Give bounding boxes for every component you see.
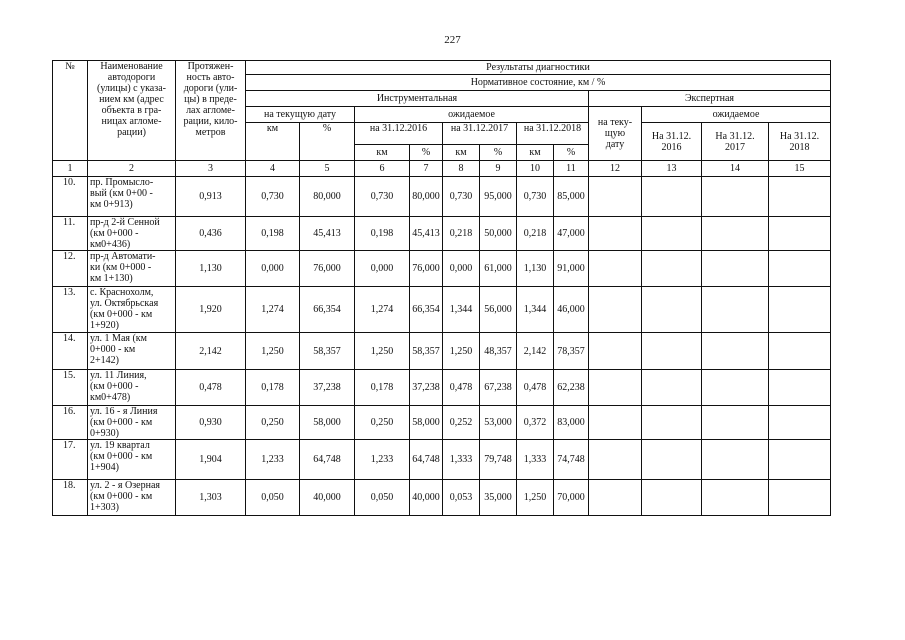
road-name: пр. Промысло- вый (км 0+00 - км 0+913) bbox=[88, 177, 176, 217]
empty-cell bbox=[702, 333, 769, 370]
header-km: км bbox=[355, 145, 410, 161]
value-cell: 0,730 bbox=[443, 177, 480, 217]
value-cell: 64,748 bbox=[300, 440, 355, 480]
value-cell: 1,333 bbox=[517, 440, 554, 480]
value-cell: 37,238 bbox=[300, 370, 355, 406]
value-cell: 0,050 bbox=[246, 480, 300, 516]
column-number: 2 bbox=[88, 161, 176, 177]
empty-cell bbox=[702, 217, 769, 251]
value-cell: 0,478 bbox=[517, 370, 554, 406]
empty-cell bbox=[769, 440, 831, 480]
empty-cell bbox=[589, 370, 642, 406]
value-cell: 91,000 bbox=[554, 251, 589, 287]
road-name: ул. 11 Линия, (км 0+000 - км0+478) bbox=[88, 370, 176, 406]
empty-cell bbox=[702, 406, 769, 440]
header-km: км bbox=[517, 145, 554, 161]
empty-cell bbox=[642, 177, 702, 217]
header-date-2016: на 31.12.2016 bbox=[355, 123, 443, 145]
table-row bbox=[53, 480, 831, 516]
header-pct: % bbox=[554, 145, 589, 161]
row-number: 10. bbox=[53, 177, 88, 217]
empty-cell bbox=[642, 406, 702, 440]
value-cell: 1,250 bbox=[246, 333, 300, 370]
column-number: 15 bbox=[769, 161, 831, 177]
road-name: ул. 16 - я Линия (км 0+000 - км 0+930) bbox=[88, 406, 176, 440]
row-number: 16. bbox=[53, 406, 88, 440]
road-length: 1,920 bbox=[176, 287, 246, 333]
row-number: 13. bbox=[53, 287, 88, 333]
value-cell: 0,000 bbox=[246, 251, 300, 287]
column-number: 9 bbox=[480, 161, 517, 177]
value-cell: 66,354 bbox=[300, 287, 355, 333]
value-cell: 70,000 bbox=[554, 480, 589, 516]
header-km: км bbox=[246, 123, 300, 161]
value-cell: 40,000 bbox=[410, 480, 443, 516]
empty-cell bbox=[769, 217, 831, 251]
value-cell: 58,357 bbox=[410, 333, 443, 370]
empty-cell bbox=[702, 251, 769, 287]
header-pct: % bbox=[300, 123, 355, 161]
header-expert: Экспертная bbox=[589, 91, 831, 107]
value-cell: 0,730 bbox=[517, 177, 554, 217]
value-cell: 2,142 bbox=[517, 333, 554, 370]
value-cell: 1,344 bbox=[443, 287, 480, 333]
page-number: 227 bbox=[444, 34, 461, 46]
header-date-2017: на 31.12.2017 bbox=[443, 123, 517, 145]
header-pct: % bbox=[480, 145, 517, 161]
table-row bbox=[53, 333, 831, 370]
value-cell: 0,053 bbox=[443, 480, 480, 516]
value-cell: 76,000 bbox=[410, 251, 443, 287]
empty-cell bbox=[589, 440, 642, 480]
value-cell: 0,372 bbox=[517, 406, 554, 440]
value-cell: 62,238 bbox=[554, 370, 589, 406]
empty-cell bbox=[642, 251, 702, 287]
table-row bbox=[53, 287, 831, 333]
value-cell: 0,198 bbox=[246, 217, 300, 251]
column-number: 3 bbox=[176, 161, 246, 177]
value-cell: 67,238 bbox=[480, 370, 517, 406]
empty-cell bbox=[702, 287, 769, 333]
value-cell: 0,250 bbox=[355, 406, 410, 440]
empty-cell bbox=[589, 333, 642, 370]
value-cell: 48,357 bbox=[480, 333, 517, 370]
value-cell: 46,000 bbox=[554, 287, 589, 333]
value-cell: 35,000 bbox=[480, 480, 517, 516]
value-cell: 0,000 bbox=[443, 251, 480, 287]
value-cell: 1,250 bbox=[443, 333, 480, 370]
table-row bbox=[53, 251, 831, 287]
empty-cell bbox=[642, 440, 702, 480]
value-cell: 1,233 bbox=[355, 440, 410, 480]
empty-cell bbox=[769, 406, 831, 440]
empty-cell bbox=[642, 287, 702, 333]
road-name: ул. 2 - я Озерная (км 0+000 - км 1+303) bbox=[88, 480, 176, 516]
value-cell: 40,000 bbox=[300, 480, 355, 516]
empty-cell bbox=[769, 480, 831, 516]
header-instrumental: Инструментальная bbox=[246, 91, 589, 107]
road-length: 0,930 bbox=[176, 406, 246, 440]
empty-cell bbox=[769, 370, 831, 406]
value-cell: 37,238 bbox=[410, 370, 443, 406]
road-name: ул. 19 квартал (км 0+000 - км 1+904) bbox=[88, 440, 176, 480]
value-cell: 58,000 bbox=[410, 406, 443, 440]
row-number: 17. bbox=[53, 440, 88, 480]
header-expert-2016: На 31.12. 2016 bbox=[642, 123, 702, 161]
column-number: 5 bbox=[300, 161, 355, 177]
value-cell: 1,250 bbox=[517, 480, 554, 516]
column-number: 13 bbox=[642, 161, 702, 177]
value-cell: 74,748 bbox=[554, 440, 589, 480]
value-cell: 95,000 bbox=[480, 177, 517, 217]
empty-cell bbox=[589, 177, 642, 217]
row-number: 12. bbox=[53, 251, 88, 287]
road-length: 1,904 bbox=[176, 440, 246, 480]
value-cell: 0,730 bbox=[246, 177, 300, 217]
empty-cell bbox=[769, 333, 831, 370]
table-row bbox=[53, 406, 831, 440]
table-row bbox=[53, 370, 831, 406]
value-cell: 47,000 bbox=[554, 217, 589, 251]
empty-cell bbox=[642, 480, 702, 516]
empty-cell bbox=[589, 251, 642, 287]
header-expert-2017: На 31.12. 2017 bbox=[702, 123, 769, 161]
value-cell: 78,357 bbox=[554, 333, 589, 370]
empty-cell bbox=[642, 370, 702, 406]
value-cell: 76,000 bbox=[300, 251, 355, 287]
empty-cell bbox=[702, 370, 769, 406]
value-cell: 45,413 bbox=[300, 217, 355, 251]
column-number: 7 bbox=[410, 161, 443, 177]
value-cell: 0,252 bbox=[443, 406, 480, 440]
table-row bbox=[53, 217, 831, 251]
value-cell: 83,000 bbox=[554, 406, 589, 440]
road-length: 2,142 bbox=[176, 333, 246, 370]
header-number: № bbox=[53, 61, 88, 161]
value-cell: 45,413 bbox=[410, 217, 443, 251]
value-cell: 0,218 bbox=[443, 217, 480, 251]
empty-cell bbox=[769, 251, 831, 287]
value-cell: 1,344 bbox=[517, 287, 554, 333]
column-number: 10 bbox=[517, 161, 554, 177]
value-cell: 0,478 bbox=[443, 370, 480, 406]
value-cell: 66,354 bbox=[410, 287, 443, 333]
header-road-name: Наименование автодороги (улицы) с указа- нием км (адрес объекта в гра- ницах агломе- рации) bbox=[88, 61, 176, 161]
value-cell: 79,748 bbox=[480, 440, 517, 480]
value-cell: 80,000 bbox=[410, 177, 443, 217]
column-number: 4 bbox=[246, 161, 300, 177]
column-number: 11 bbox=[554, 161, 589, 177]
table-row bbox=[53, 440, 831, 480]
empty-cell bbox=[702, 440, 769, 480]
column-number: 1 bbox=[53, 161, 88, 177]
road-name: ул. 1 Мая (км 0+000 - км 2+142) bbox=[88, 333, 176, 370]
row-number: 14. bbox=[53, 333, 88, 370]
header-normative: Нормативное состояние, км / % bbox=[246, 75, 831, 91]
header-current-date: на текущую дату bbox=[246, 107, 355, 123]
value-cell: 53,000 bbox=[480, 406, 517, 440]
header-date-2018: на 31.12.2018 bbox=[517, 123, 589, 145]
table-row bbox=[53, 177, 831, 217]
empty-cell bbox=[589, 480, 642, 516]
value-cell: 0,178 bbox=[355, 370, 410, 406]
diagnostics-table bbox=[52, 60, 831, 516]
header-results: Результаты диагностики bbox=[246, 61, 831, 75]
column-number: 12 bbox=[589, 161, 642, 177]
value-cell: 64,748 bbox=[410, 440, 443, 480]
row-number: 18. bbox=[53, 480, 88, 516]
empty-cell bbox=[589, 287, 642, 333]
value-cell: 0,198 bbox=[355, 217, 410, 251]
row-number: 11. bbox=[53, 217, 88, 251]
empty-cell bbox=[589, 406, 642, 440]
empty-cell bbox=[702, 177, 769, 217]
value-cell: 0,178 bbox=[246, 370, 300, 406]
value-cell: 50,000 bbox=[480, 217, 517, 251]
value-cell: 1,274 bbox=[355, 287, 410, 333]
header-expert-expected: ожидаемое bbox=[642, 107, 831, 123]
column-number: 14 bbox=[702, 161, 769, 177]
empty-cell bbox=[769, 177, 831, 217]
road-length: 1,130 bbox=[176, 251, 246, 287]
header-expert-2018: На 31.12. 2018 bbox=[769, 123, 831, 161]
road-length: 0,478 bbox=[176, 370, 246, 406]
road-length: 1,303 bbox=[176, 480, 246, 516]
value-cell: 0,218 bbox=[517, 217, 554, 251]
table-body bbox=[53, 177, 831, 516]
value-cell: 85,000 bbox=[554, 177, 589, 217]
road-length: 0,436 bbox=[176, 217, 246, 251]
column-number: 6 bbox=[355, 161, 410, 177]
empty-cell bbox=[642, 217, 702, 251]
value-cell: 56,000 bbox=[480, 287, 517, 333]
header-expected: ожидаемое bbox=[355, 107, 589, 123]
value-cell: 80,000 bbox=[300, 177, 355, 217]
header-expert-current: на теку- щую дату bbox=[589, 107, 642, 161]
row-number: 15. bbox=[53, 370, 88, 406]
value-cell: 0,250 bbox=[246, 406, 300, 440]
empty-cell bbox=[769, 287, 831, 333]
value-cell: 1,233 bbox=[246, 440, 300, 480]
header-pct: % bbox=[410, 145, 443, 161]
empty-cell bbox=[589, 217, 642, 251]
road-length: 0,913 bbox=[176, 177, 246, 217]
value-cell: 0,000 bbox=[355, 251, 410, 287]
road-name: пр-д Автомати- ки (км 0+000 - км 1+130) bbox=[88, 251, 176, 287]
header-length: Протяжен- ность авто- дороги (ули- цы) в преде- лах агломе- рации, кило- метров bbox=[176, 61, 246, 161]
column-number: 8 bbox=[443, 161, 480, 177]
header-km: км bbox=[443, 145, 480, 161]
value-cell: 1,130 bbox=[517, 251, 554, 287]
value-cell: 0,050 bbox=[355, 480, 410, 516]
empty-cell bbox=[642, 333, 702, 370]
road-name: с. Краснохолм, ул. Октябрьская (км 0+000 - км 1+920) bbox=[88, 287, 176, 333]
value-cell: 58,000 bbox=[300, 406, 355, 440]
road-name: пр-д 2-й Сенной (км 0+000 - км0+436) bbox=[88, 217, 176, 251]
value-cell: 1,250 bbox=[355, 333, 410, 370]
value-cell: 0,730 bbox=[355, 177, 410, 217]
value-cell: 1,274 bbox=[246, 287, 300, 333]
value-cell: 61,000 bbox=[480, 251, 517, 287]
value-cell: 1,333 bbox=[443, 440, 480, 480]
empty-cell bbox=[702, 480, 769, 516]
value-cell: 58,357 bbox=[300, 333, 355, 370]
